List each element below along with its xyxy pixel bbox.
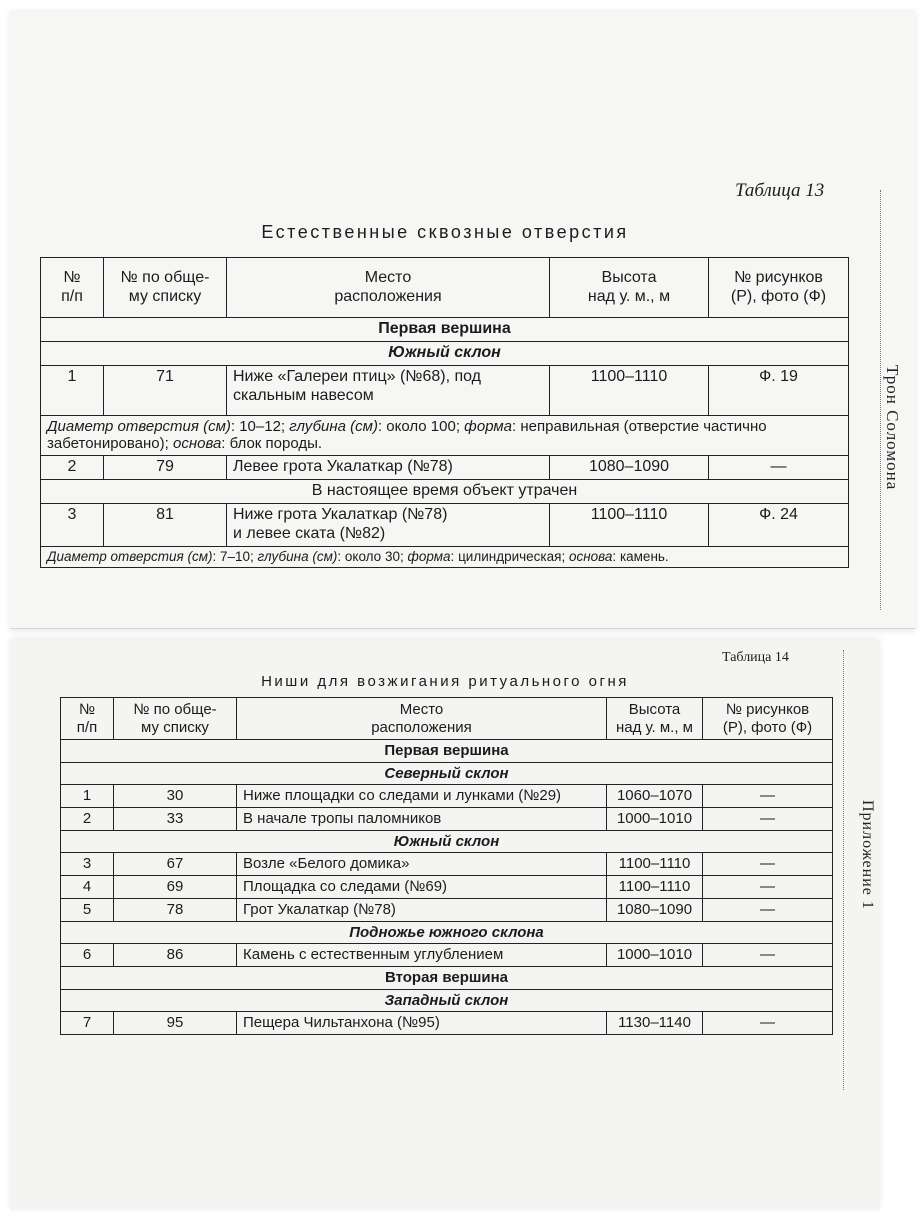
- table-row: [61, 785, 833, 808]
- table-row: [41, 365, 849, 415]
- cell-figure: —: [703, 853, 833, 876]
- subsection-row: [61, 830, 833, 853]
- cell-height: 1060–1070: [607, 785, 703, 808]
- cell-height: 1080–1090: [550, 456, 709, 480]
- cell-figure: —: [703, 898, 833, 921]
- cell-number: 2: [41, 456, 104, 480]
- col-header-figures: № рисунков (Р), фото (Ф): [709, 258, 849, 318]
- cell-number: 4: [61, 876, 114, 899]
- subsection-row: [61, 762, 833, 785]
- table-13-label: Таблица 13: [735, 180, 825, 201]
- side-divider-rule: [843, 650, 844, 1090]
- table-13: [40, 257, 849, 568]
- cell-figure: —: [703, 808, 833, 831]
- table-row: [61, 876, 833, 899]
- col-header-location: Место расположения: [237, 698, 607, 740]
- section-heading: Первая вершина: [61, 740, 833, 763]
- table-row: [41, 456, 849, 480]
- table-13-title: Естественные сквозные отверстия: [261, 222, 629, 242]
- cell-location: Ниже грота Укалаткар (№78) и левее ската (№82): [227, 503, 550, 546]
- table-row: [61, 853, 833, 876]
- cell-number: 5: [61, 898, 114, 921]
- subsection-row: [61, 989, 833, 1012]
- cell-location: Ниже «Галереи птиц» (№68), под скальным навесом: [227, 365, 550, 415]
- running-header-appendix: Приложение 1: [859, 800, 876, 910]
- cell-location: Камень с естественным углублением: [237, 944, 607, 967]
- cell-location: Ниже площадки со следами и лунками (№29): [237, 785, 607, 808]
- cell-location: В начале тропы паломников: [237, 808, 607, 831]
- cell-general: 78: [114, 898, 237, 921]
- cell-height: 1000–1010: [607, 808, 703, 831]
- cell-number: 3: [41, 503, 104, 546]
- table-13-header-row: [41, 258, 849, 318]
- section-row: [41, 318, 849, 342]
- subsection-heading: Западный склон: [61, 989, 833, 1012]
- cell-general: 79: [104, 456, 227, 480]
- running-header-book-title: Трон Соломона: [883, 365, 902, 491]
- table-14-title: Ниши для возжигания ритуального огня: [261, 673, 629, 690]
- table-row: [61, 1012, 833, 1035]
- lost-object-note: В настоящее время объект утрачен: [41, 480, 849, 504]
- col-header-height: Высота над у. м., м: [607, 698, 703, 740]
- cell-location: Грот Укалаткар (№78): [237, 898, 607, 921]
- cell-number: 1: [41, 365, 104, 415]
- cell-general: 71: [104, 365, 227, 415]
- subsection-row: [61, 921, 833, 944]
- cell-height: 1100–1110: [607, 853, 703, 876]
- cell-number: 2: [61, 808, 114, 831]
- cell-figure: —: [703, 876, 833, 899]
- cell-height: 1130–1140: [607, 1012, 703, 1035]
- cell-height: 1100–1110: [550, 503, 709, 546]
- cell-general: 30: [114, 785, 237, 808]
- cell-figure: Ф. 19: [709, 365, 849, 415]
- cell-height: 1000–1010: [607, 944, 703, 967]
- cell-figure: Ф. 24: [709, 503, 849, 546]
- subsection-heading: Южный склон: [41, 341, 849, 365]
- section-heading: Первая вершина: [41, 318, 849, 342]
- cell-figure: —: [703, 944, 833, 967]
- cell-figure: —: [703, 785, 833, 808]
- row-3-note: Диаметр отверстия (см): 7–10; глубина (см): около 30; форма: цилиндрическая; основа: камень.: [41, 546, 849, 567]
- subsection-row: [41, 341, 849, 365]
- cell-location: Левее грота Укалаткар (№78): [227, 456, 550, 480]
- table-row: [61, 808, 833, 831]
- col-header-number: № п/п: [61, 698, 114, 740]
- book-page-top: [10, 10, 915, 629]
- table-row: [61, 898, 833, 921]
- subsection-heading: Подножье южного склона: [61, 921, 833, 944]
- table-14-header-row: [61, 698, 833, 740]
- cell-figure: —: [709, 456, 849, 480]
- cell-number: 1: [61, 785, 114, 808]
- subsection-heading: Южный склон: [61, 830, 833, 853]
- col-header-general-list: № по обще- му списку: [104, 258, 227, 318]
- cell-location: Возле «Белого домика»: [237, 853, 607, 876]
- side-divider-rule: [880, 190, 881, 610]
- lost-object-row: [41, 480, 849, 504]
- section-row: [61, 740, 833, 763]
- cell-general: 69: [114, 876, 237, 899]
- cell-general: 95: [114, 1012, 237, 1035]
- cell-height: 1100–1110: [550, 365, 709, 415]
- col-header-number: № п/п: [41, 258, 104, 318]
- table-row: [61, 944, 833, 967]
- col-header-location: Место расположения: [227, 258, 550, 318]
- col-header-general-list: № по обще- му списку: [114, 698, 237, 740]
- cell-general: 67: [114, 853, 237, 876]
- subsection-heading: Северный склон: [61, 762, 833, 785]
- book-page-bottom: [10, 640, 880, 1210]
- table-row: [41, 503, 849, 546]
- cell-general: 86: [114, 944, 237, 967]
- col-header-figures: № рисунков (Р), фото (Ф): [703, 698, 833, 740]
- cell-location: Пещера Чильтанхона (№95): [237, 1012, 607, 1035]
- section-heading: Вторая вершина: [61, 966, 833, 989]
- cell-number: 7: [61, 1012, 114, 1035]
- col-header-height: Высота над у. м., м: [550, 258, 709, 318]
- table-14-label: Таблица 14: [722, 650, 789, 665]
- cell-number: 6: [61, 944, 114, 967]
- note-row: [41, 546, 849, 567]
- section-row: [61, 966, 833, 989]
- cell-general: 33: [114, 808, 237, 831]
- cell-height: 1080–1090: [607, 898, 703, 921]
- row-1-note: Диаметр отверстия (см): 10–12; глубина (см): около 100; форма: неправильная (отверстие частично забетонировано); основа: блок породы.: [41, 415, 849, 455]
- cell-location: Площадка со следами (№69): [237, 876, 607, 899]
- table-14: [60, 697, 833, 1035]
- cell-number: 3: [61, 853, 114, 876]
- note-row: [41, 415, 849, 455]
- cell-height: 1100–1110: [607, 876, 703, 899]
- cell-figure: —: [703, 1012, 833, 1035]
- cell-general: 81: [104, 503, 227, 546]
